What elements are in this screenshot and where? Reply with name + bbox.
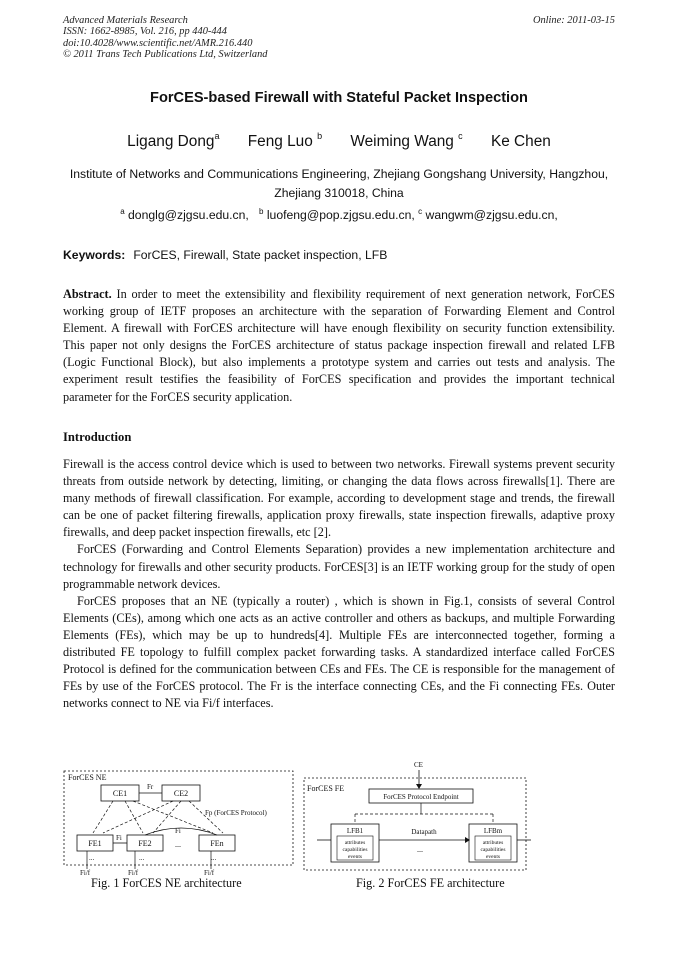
paragraph: ForCES proposes that an NE (typically a router) , which is shown in Fig.1, consists of several Control Elements (CEs), among which one acts as an active controller and others as backups, and multiple Forwarding Elements (FEs), which may be up to hundreds[4]. Multiple FEs are interconnected together, forming a distributed FE topology to fulfill complex packet forwarding tasks. A standardized interface called ForCES Protocol is defined for the communication between CEs and FEs. The CE is responsible for the management of FEs by use of the ForCES protocol. The Fr is the interface connecting CEs, and the Fi connecting FEs. Outer networks connect to NE via Fi/f interfaces. <box>63 593 615 711</box>
paragraph: ForCES (Forwarding and Control Elements Separation) provides a new implementation architecture and technology for firewalls and other security products. ForCES[3] is an IETF working group for the study of open programmable network devices. <box>63 542 615 591</box>
paragraph: Firewall is the access control device which is used to between two networks. Firewall systems prevent security threats from outside network by detecting, limiting, or changing the data flows across firewalls[1]. There are many methods of firewall classification. For example, according to development stage and trends, the firewall can be one of packet filtering firewalls, application proxy firewalls, state inspection firewalls, adaptive proxy firewalls, and deep packet inspection firewalls, etc [2]. <box>63 457 615 540</box>
paper-title: ForCES-based Firewall with Stateful Packet Inspection <box>150 90 528 106</box>
online-date: Online: 2011-03-15 <box>532 15 615 26</box>
svg-text:attributes: attributes <box>344 840 366 846</box>
svg-text:events: events <box>485 854 501 860</box>
fp-label: Fp (ForCES Protocol) <box>205 809 267 817</box>
fe-label: ForCES FE <box>307 784 345 793</box>
svg-text:capabilities: capabilities <box>342 847 368 853</box>
figure-1-caption: Fig. 1 ForCES NE architecture <box>91 876 242 890</box>
endpoint-label: ForCES Protocol Endpoint <box>383 793 459 801</box>
fe-architecture-diagram <box>303 758 615 876</box>
author: Ke Chen <box>490 133 551 150</box>
journal-header <box>63 15 267 61</box>
svg-text:...: ... <box>211 854 217 862</box>
lfb-dots: ... <box>417 845 423 854</box>
fr-label: Fr <box>147 783 154 791</box>
fif-label: Fi/f <box>204 869 215 877</box>
fe1-label: FE1 <box>88 839 102 848</box>
author: Weiming Wang $^c$ <box>350 131 463 150</box>
fi-label-top: Fi <box>175 827 181 835</box>
author: Ligang Dong$^a$ <box>127 131 220 150</box>
lfb1-label: LFB1 <box>346 827 364 835</box>
keywords-text: ForCES, Firewall, State packet inspection, LFB <box>133 248 388 262</box>
ne-architecture-diagram <box>63 765 298 877</box>
abstract <box>63 286 615 406</box>
lfbm-label: LFBm <box>483 827 503 835</box>
author-list <box>0 131 678 151</box>
fe2-label: FE2 <box>138 839 152 848</box>
datapath-label: Datapath <box>411 828 437 836</box>
svg-text:...: ... <box>139 854 145 862</box>
journal-name: Advanced Materials Research <box>63 15 188 26</box>
figure-2-caption: Fig. 2 ForCES FE architecture <box>356 876 505 890</box>
email-link[interactable]: luofeng@pop.zjgsu.edu.cn, <box>266 208 415 222</box>
section-heading: Introduction <box>63 430 132 444</box>
fen-label: FEn <box>210 839 224 848</box>
fe-dots: ... <box>175 840 181 849</box>
doi-line: doi:10.4028/www.scientific.net/AMR.216.440 <box>63 37 253 49</box>
introduction-body <box>63 456 615 712</box>
keywords-label: Keywords: <box>63 248 126 262</box>
ce2-label: CE2 <box>173 789 189 798</box>
affiliation: Institute of Networks and Communications Engineering, Zhejiang Gongshang University, Hangzhou, Zhejiang 310018, China <box>69 167 609 200</box>
fi-label-left: Fi <box>116 834 122 842</box>
ne-label: ForCES NE <box>68 773 107 782</box>
email-link[interactable]: wangwm@zjgsu.edu.cn, <box>425 208 558 222</box>
figure-2 <box>303 758 615 876</box>
svg-text:attributes: attributes <box>482 840 504 846</box>
email-link[interactable]: donglg@zjgsu.edu.cn, <box>128 208 249 222</box>
copyright-line: © 2011 Trans Tech Publications Ltd, Switzerland <box>63 49 268 61</box>
keywords <box>63 248 387 262</box>
issn-line: ISSN: 1662-8985, Vol. 216, pp 440-444 <box>63 26 227 38</box>
figure-1 <box>63 765 298 877</box>
svg-text:capabilities: capabilities <box>480 847 506 853</box>
ce1-label: CE1 <box>112 789 128 798</box>
svg-text:...: ... <box>89 854 95 862</box>
email-list: $^a$ donglg@zjgsu.edu.cn, $^b$ luofeng@pop.zjgsu.edu.cn, $^c$ wangwm@zjgsu.edu.cn, <box>120 207 558 222</box>
author: Feng Luo $^b$ <box>247 131 323 150</box>
fif-label: Fi/f <box>128 869 139 877</box>
abstract-text: In order to meet the extensibility and flexibility requirement of next generation network, ForCES working group of IETF proposes an architecture with the separation of Forwarding Element and Control Element. A firewall with ForCES architecture will have enough flexibility on security function extensibility. This paper not only designs the ForCES architecture of status package inspection firewall and related LFB (Logic Functional Block), but also implements a prototype system and carries out tests and analysis. The experiment result testifies the feasibility of ForCES specification and provides the important technical parameter for the ForCES security application. <box>63 287 615 404</box>
ce-label: CE <box>414 761 423 769</box>
fif-label: Fi/f <box>80 869 91 877</box>
abstract-label: Abstract. <box>63 287 112 301</box>
svg-text:events: events <box>347 854 363 860</box>
